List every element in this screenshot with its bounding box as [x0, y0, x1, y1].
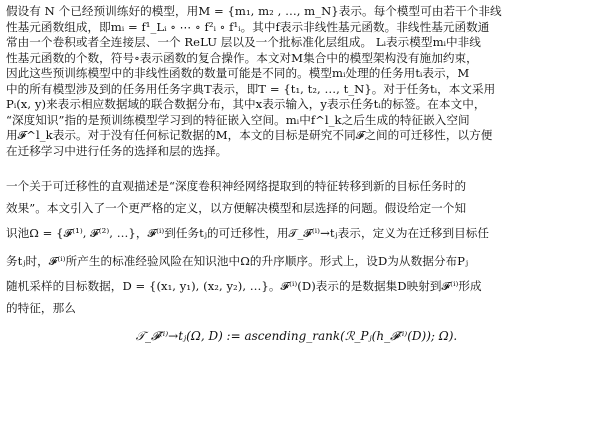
text-line: 效果”。本文引入了一个更严格的定义，以方便解决模型和层选择的问题。假设给定一个知 — [6, 201, 467, 215]
text-line: 因此这些预训练模型中的非线性函数的数量可能是不同的。模型mᵢ处理的任务用tᵢ表示，M — [6, 66, 470, 80]
text-line: 随机采样的目标数据，D = {(x₁, y₁), (x₂, y₂), …}。𝓕⁽ⁱ⁾(D)表示的是数据集D映射到𝓕⁽ⁱ⁾形成 — [6, 279, 482, 293]
paragraph-model-definitions — [6, 4, 587, 159]
text-line: “深度知识”指的是预训练模型学习到的特征嵌入空间。mᵢ中f^l_k之后生成的特征嵌入空间 — [6, 112, 470, 127]
paragraph-gap — [6, 159, 587, 175]
text-line: Pᵢ(x, y)来表示相应数据域的联合数据分布，其中x表示输入，y表示任务tᵢ的标签。在本文中， — [6, 97, 486, 111]
transferability-formula: 𝒯_𝓕⁽ⁱ⁾→tⱼ(Ω, D) := ascending_rank(ℛ_Pⱼ(h_𝓕⁽ⁱ⁾(D)); Ω). — [135, 329, 458, 343]
text-line: 常由一个卷积或者全连接层、一个 ReLU 层以及一个批标准化层组成。 Lᵢ表示模型mᵢ中非线 — [6, 35, 481, 49]
text-line: 性基元函数组成，即mᵢ = f¹_Lᵢ ∘ ⋯ ∘ f²ᵢ ∘ f¹ᵢ。其中f表示非线性基元函数。非线性基元函数通 — [6, 19, 490, 34]
text-line: 在迁移学习中进行任务的选择和层的选择。 — [6, 143, 228, 158]
text-line: 识池Ω = {𝓕⁽¹⁾, 𝓕⁽²⁾, …}，𝓕⁽ⁱ⁾到任务tⱼ的可迁移性，用𝒯_𝓕⁽ⁱ⁾→tⱼ表示，定义为在迁移到目标任 — [6, 226, 490, 240]
text-line: 假设有 N 个已经预训练好的模型，用M = {m₁, m₂ , …, m_N}表示。每个模型可由若干个非线 — [6, 4, 502, 18]
text-line: 的特征，那么 — [6, 301, 76, 315]
text-line: 中的所有模型涉及到的任务用任务字典T表示，即T = {t₁, t₂, …, t_N}。对于任务tᵢ，本文采用 — [6, 81, 496, 96]
text-line: 务tⱼ时，𝓕⁽ⁱ⁾所产生的标准经验风险在知识池中Ω的升序顺序。形式上，设D为从数据分布Pⱼ — [6, 254, 469, 268]
text-line: 用𝓕^l_k表示。对于没有任何标记数据的M，本文的目标是研究不同𝓕之间的可迁移性，以方便 — [6, 128, 493, 142]
text-line: 一个关于可迁移性的直观描述是“深度卷积神经网络提取到的特征转移到新的目标任务时的 — [6, 179, 467, 193]
text-line: 性基元函数的个数，符号∘表示函数的复合操作。本文对M集合中的模型架构没有施加约束， — [6, 50, 478, 65]
paragraph-transferability-definition — [6, 175, 587, 319]
